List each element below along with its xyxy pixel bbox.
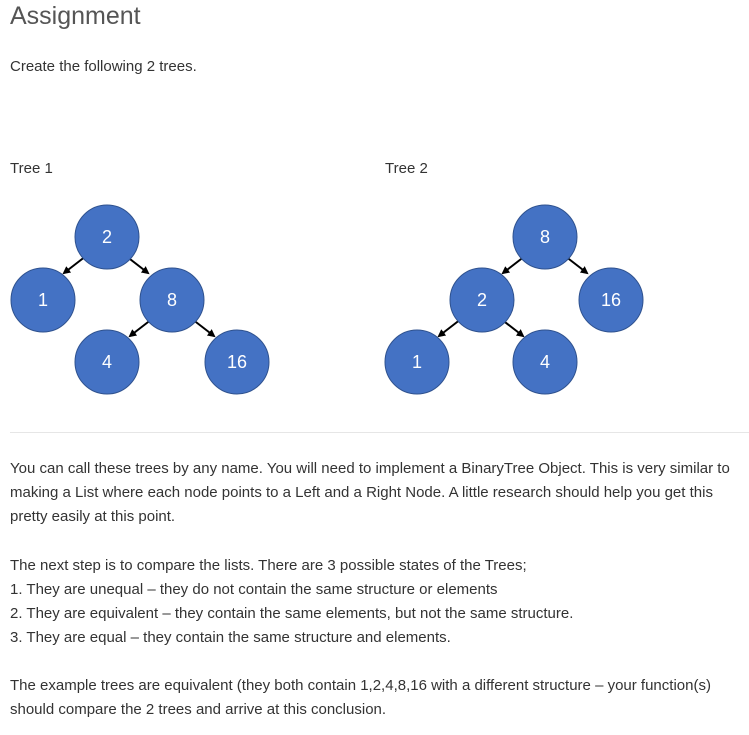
tree1-node-label: 1 (37, 290, 49, 310)
tree2-node-label: 1 (411, 352, 423, 372)
tree2-node (450, 268, 514, 332)
conclusion-text: The example trees are equivalent (they both contain 1,2,4,8,16 with a different structure – your function(s) should compare the 2 trees and arrive at this conclusion. (10, 677, 711, 718)
tree1-node-label: 8 (166, 290, 178, 310)
state-item: 1. They are unequal – they do not contain the same structure or elements (10, 581, 498, 598)
state-item: 3. They are equal – they contain the same structure and elements. (10, 629, 451, 646)
tree1-node-label: 2 (101, 227, 113, 247)
tree2-node-label: 8 (539, 227, 551, 247)
tree2-node-label: 4 (539, 352, 551, 372)
tree2-node (513, 205, 577, 269)
intro-text: Create the following 2 trees. (10, 58, 197, 75)
tree2-node (513, 330, 577, 394)
tree1-label: Tree 1 (10, 160, 53, 177)
description-paragraph (10, 457, 740, 529)
conclusion-paragraph (10, 674, 740, 722)
page-title: Assignment (10, 2, 141, 30)
tree1-node-label: 16 (226, 352, 248, 372)
tree1-node (75, 330, 139, 394)
tree1-node (75, 205, 139, 269)
tree1-node (205, 330, 269, 394)
states-paragraph (10, 554, 740, 650)
tree1-node (140, 268, 204, 332)
tree2-node-label: 2 (476, 290, 488, 310)
states-intro: The next step is to compare the lists. There are 3 possible states of the Trees; (10, 557, 527, 574)
description-text: You can call these trees by any name. You will need to implement a BinaryTree Object. This is very similar to making a List where each node points to a Left and a Right Node. A little research should help you get this pretty easily at this point. (10, 460, 730, 525)
tree2-label: Tree 2 (385, 160, 428, 177)
tree2-node (385, 330, 449, 394)
state-item: 2. They are equivalent – they contain the same elements, but not the same structure. (10, 605, 574, 622)
tree2-node-label: 16 (600, 290, 622, 310)
divider (10, 432, 749, 433)
tree1-node (11, 268, 75, 332)
tree2-node (579, 268, 643, 332)
trees-diagram (0, 190, 749, 410)
tree1-node-label: 4 (101, 352, 113, 372)
